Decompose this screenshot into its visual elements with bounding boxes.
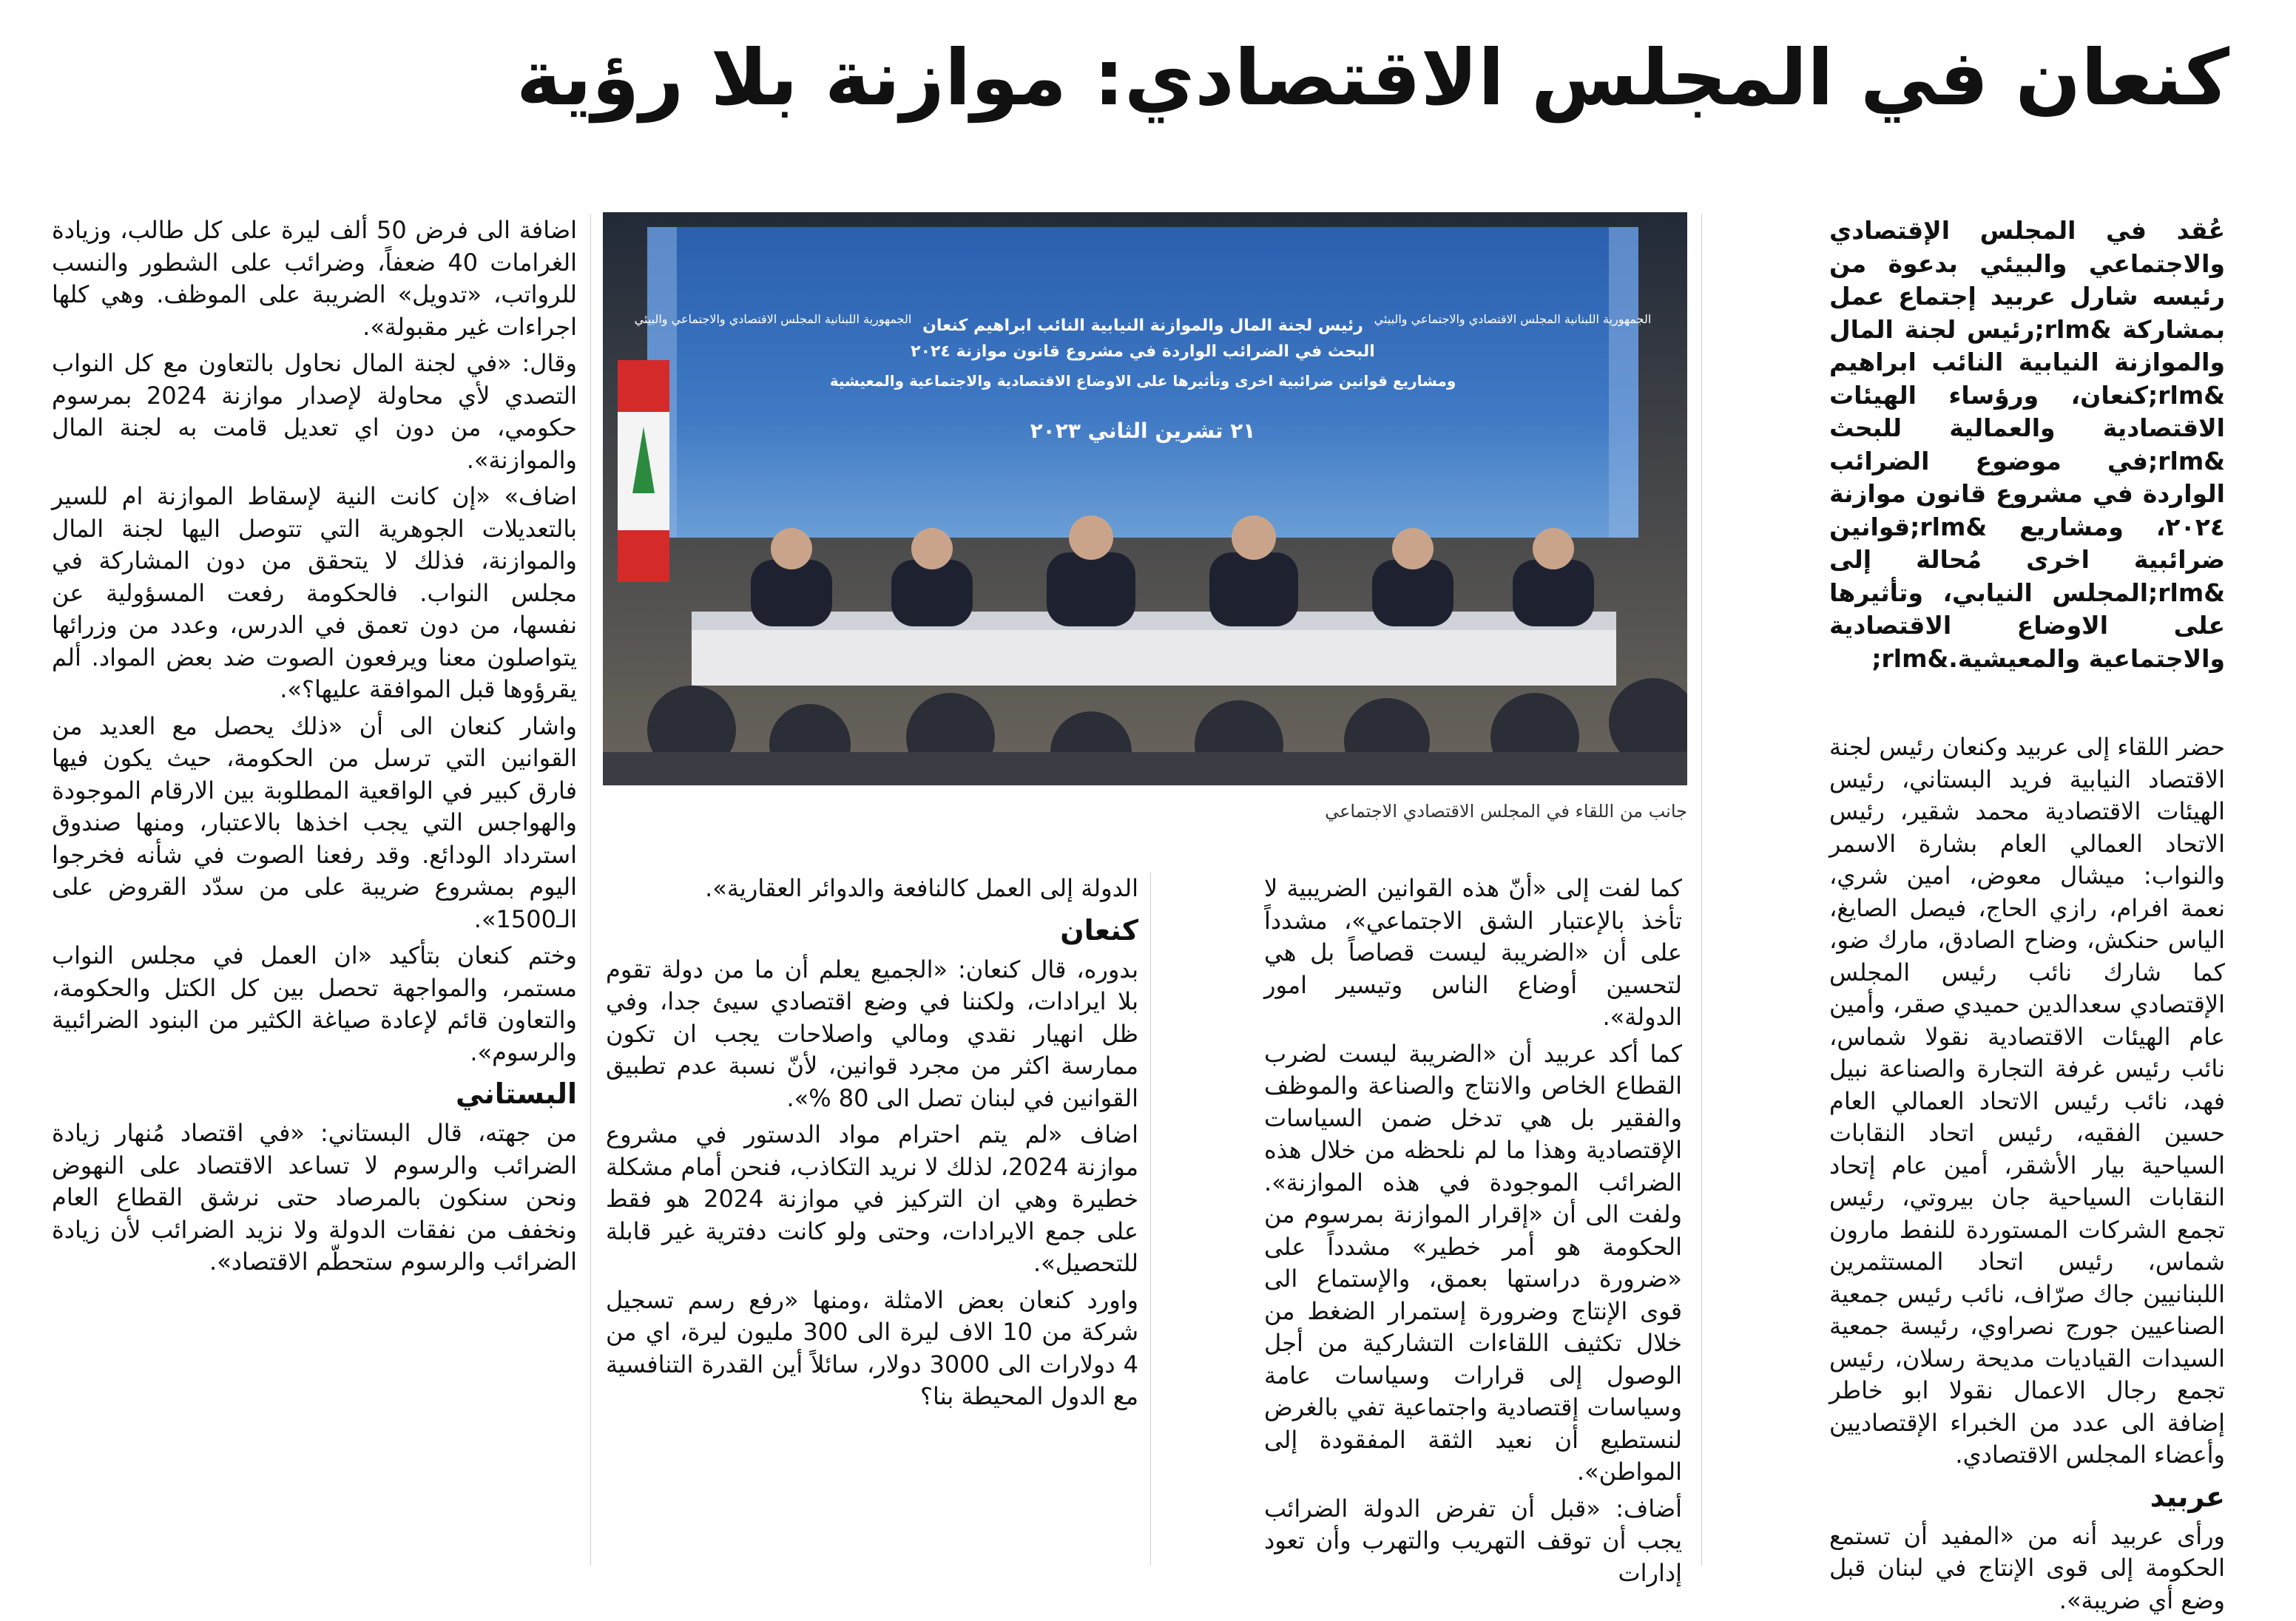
col3-paragraph-3: اضاف «لم يتم احترام مواد الدستور في مشروع موازنة 2024، لذلك لا نريد التكاذب، فنحن أمام مشكلة خطيرة وهي ان التركيز في موازنة 2024 هو فقط على جمع الايرادات، وحتى ولو كانت دفترية غير قابلة للتحصيل».	[606, 1120, 1139, 1277]
col3-paragraph-4: واورد كنعان بعض الامثلة ،ومنها «رفع رسم تسجيل شركة من 10 الاف ليرة الى 300 مليون ليرة، اي من 4 دولارات الى 3000 دولار، سائلاً أين القدرة التنافسية مع الدول المحيطة بنا؟	[606, 1285, 1139, 1410]
col3-paragraph-1: الدولة إلى العمل كالنافعة والدوائر العقارية».	[705, 874, 1138, 902]
col4-paragraph-2: وقال: «في لجنة المال نحاول بالتعاون مع كل النواب التصدي لأي محاولة لإصدار موازنة 2024 بمرسوم حكومي، من دون اي تعديل قامت به لجنة المال والموازنة».	[52, 349, 578, 474]
screen-org-left: الجمهورية اللبنانية المجلس الاقتصادي والاجتماعي والبيئي	[634, 312, 912, 326]
subhead-arbid: عربيد	[2150, 1480, 2225, 1513]
column-rule	[1150, 873, 1151, 1566]
col4-paragraph-5: وختم كنعان بتأكيد «ان العمل في مجلس النواب مستمر، والمواجهة تحصل بين كل الكتل والحكومة، والتعاون قائم لإعادة صياغة الكثير من البنود الضرائبية والرسوم».	[52, 941, 577, 1066]
col2-paragraph-1: كما لفت إلى «أنّ هذه القوانين الضريبية لا تأخذ بالإعتبار الشق الاجتماعي»، مشدداً على أن «الضريبة ليست قصاصاً بل هي لتحسين أوضاع الناس وتيسير امور الدولة».	[1264, 874, 1682, 1031]
screen-text-line2: البحث في الضرائب الواردة في مشروع قانون موازنة ٢٠٢٤	[911, 342, 1375, 361]
column-1	[1829, 214, 2225, 1621]
meeting-photo-image	[603, 212, 1687, 785]
headline: كنعان في المجلس الاقتصادي: موازنة بلا رؤية	[516, 33, 2229, 123]
subhead-kanaan: كنعان	[1060, 913, 1138, 947]
screen-text-line1: رئيس لجنة المال والموازنة النيابية النائب ابراهيم كنعان	[922, 317, 1363, 335]
subhead-bustani: البستاني	[456, 1077, 577, 1110]
column-4	[52, 214, 577, 1283]
col4-paragraph-6: من جهته، قال البستاني: «في اقتصاد مُنهار زيادة الضرائب والرسوم لا تساعد الاقتصاد على النهوض ونحن سنكون بالمرصاد حتى نرشق القطاع العام ونخفف من نفقات الدولة ولا نزيد الضرائب لأن زيادة الضرائب والرسوم ستحطّم الاقتصاد».	[52, 1119, 577, 1276]
col4-paragraph-3: اضاف» «إن كانت النية لإسقاط الموازنة ام للسير بالتعديلات الجوهرية التي تتوصل اليها لجنة المال والموازنة، فذلك لا يتحقق من دون المشاركة في مجلس النواب. فالحكومة رفعت المسؤولية عن نفسها، من دون تعمق في الدرس، وعدد من وزرائها يتواصلون معنا ويرفعون الصوت ضد بعض المواد. ألم يقرؤوها قبل الموافقة عليها؟».	[52, 482, 577, 703]
column-rule	[590, 214, 591, 1566]
screen-org-right: الجمهورية اللبنانية المجلس الاقتصادي والاجتماعي والبيئي	[1374, 312, 1652, 326]
col2-paragraph-2: كما أكد عربيد أن «الضريبة ليست لضرب القطاع الخاص والانتاج والصناعة والموظف والفقير بل هي تدخل ضمن السياسات الإقتصادية وهذا ما لم نلحظه من خلال هذه الضرائب الموجودة في هذه الموازنة». ولفت الى أن «إقرار الموازنة بمرسوم من الحكومة هو أمر خطير» مشدداً على «ضرورة دراستها بعمق، والإستماع الى قوى الإنتاج وضرورة إستمرار الضغط من خلال تكثيف اللقاءات التشاركية من أجل الوصول إلى قرارات وسياسات عامة وسياسات إقتصادية واجتماعية تفي بالغرض لنستطيع أن نعيد الثقة المفقودة إلى المواطن».	[1264, 1039, 1682, 1486]
column-2	[1264, 873, 1682, 1594]
col3-paragraph-2: بدوره، قال كنعان: «الجميع يعلم أن ما من دولة تقوم بلا ايرادات، ولكننا في وضع اقتصادي سيئ جدا، وفي ظل انهيار نقدي ومالي واصلاحات يجب ان تكون ممارسة اكثر من مجرد قوانين، لأنّ نسبة عدم تطبيق القوانين في لبنان تصل الى 80 %».	[606, 955, 1138, 1112]
col4-paragraph-4: واشار كنعان الى أن «ذلك يحصل مع العديد من القوانين التي ترسل من الحكومة، حيث يكون فيها فارق كبير في الواقعية المطلوبة بين الارقام الموجودة والهواجس التي يجب اخذها بالاعتبار، ومنها صندوق استرداد الودائع. وقد رفعنا الصوت في شأنه فخرجوا اليوم بمشروع ضريبة على من سدّد القروض على الـ1500».	[52, 711, 577, 933]
column-rule	[1701, 214, 1702, 1566]
col2-paragraph-3: أضاف: «قبل أن تفرض الدولة الضرائب يجب أن توقف التهريب والتهرب وأن تعود إدارات	[1264, 1494, 1682, 1587]
screen-text-line3: ومشاريع قوانين ضرائبية اخرى وتأثيرها على الاوضاع الاقتصادية والاجتماعية والمعيشية	[829, 372, 1456, 390]
meeting-photo	[603, 212, 1687, 785]
screen-date: ٢١ تشرين الثاني ٢٠٢٣	[1030, 419, 1256, 443]
attendees-paragraph: حضر اللقاء إلى عربيد وكنعان رئيس لجنة الاقتصاد النيابية فريد البستاني، رئيس الهيئات الاقتصادية محمد شقير، رئيس الاتحاد العمالي العام بشارة الاسمر والنواب: ميشال معوض، امين شري، نعمة افرام، رازي الحاج، فيصل الصايغ، الياس حنكش، وضاح الصادق، مارك ضو، كما شارك نائب رئيس المجلس الإقتصادي سعدالدين حميدي صقر، وأمين عام الهيئات الاقتصادية نقولا شماس، نائب رئيس غرفة التجارة والصناعة نبيل فهد، نائب رئيس الاتحاد العمالي العام حسين الفقيه، رئيس اتحاد النقابات السياحية بيار الأشقر، أمين عام إتحاد النقابات السياحية جان بيروتي، رئيس تجمع الشركات المستوردة للنفط مارون شماس، رئيس اتحاد المستثمرين اللبنانيين جاك صرّاف، نائب رئيس جمعية الصناعيين جورج نصراوي، رئيسة جمعية السيدات القياديات مديحة رسلان، رئيس تجمع رجال الاعمال نقولا ابو خاطر إضافة الى عدد من الخبراء الإقتصاديين وأعضاء المجلس الاقتصادي.	[1829, 733, 2225, 1469]
photo-caption: جانب من اللقاء في المجلس الاقتصادي الاجتماعي	[1325, 801, 1687, 822]
column-3	[606, 873, 1138, 1418]
lead-paragraph: عُقد في المجلس الإقتصادي والاجتماعي والبيئي بدعوة من رئيسه شارل عربيد إجتماع عمل بمشاركة &rlm;رئيس لجنة المال والموازنة النيابية النائب ابراهيم &rlm;كنعان، ورؤساء الهيئات الاقتصادية والعمالية للبحث &rlm;في موضوع الضرائب الواردة في مشروع قانون موازنة ٢٠٢٤، ومشاريع &rlm;قوانين ضرائبية اخرى مُحالة إلى &rlm;المجلس النيابي، وتأثيرها على الاوضاع الاقتصادية والاجتماعية والمعيشية.&rlm;	[1829, 216, 2225, 673]
arbid-paragraph: ورأى عربيد أنه من «المفيد أن تستمع الحكومة إلى قوى الإنتاج في لبنان قبل وضع أي ضريبة».	[1829, 1521, 2225, 1614]
col4-paragraph-1: اضافة الى فرض 50 ألف ليرة على كل طالب، وزيادة الغرامات 40 ضعفاً، وضرائب على الشطور والنسب للرواتب، «تدويل» الضريبة على الموظف. وهي كلها اجراءات غير مقبولة».	[52, 216, 578, 341]
